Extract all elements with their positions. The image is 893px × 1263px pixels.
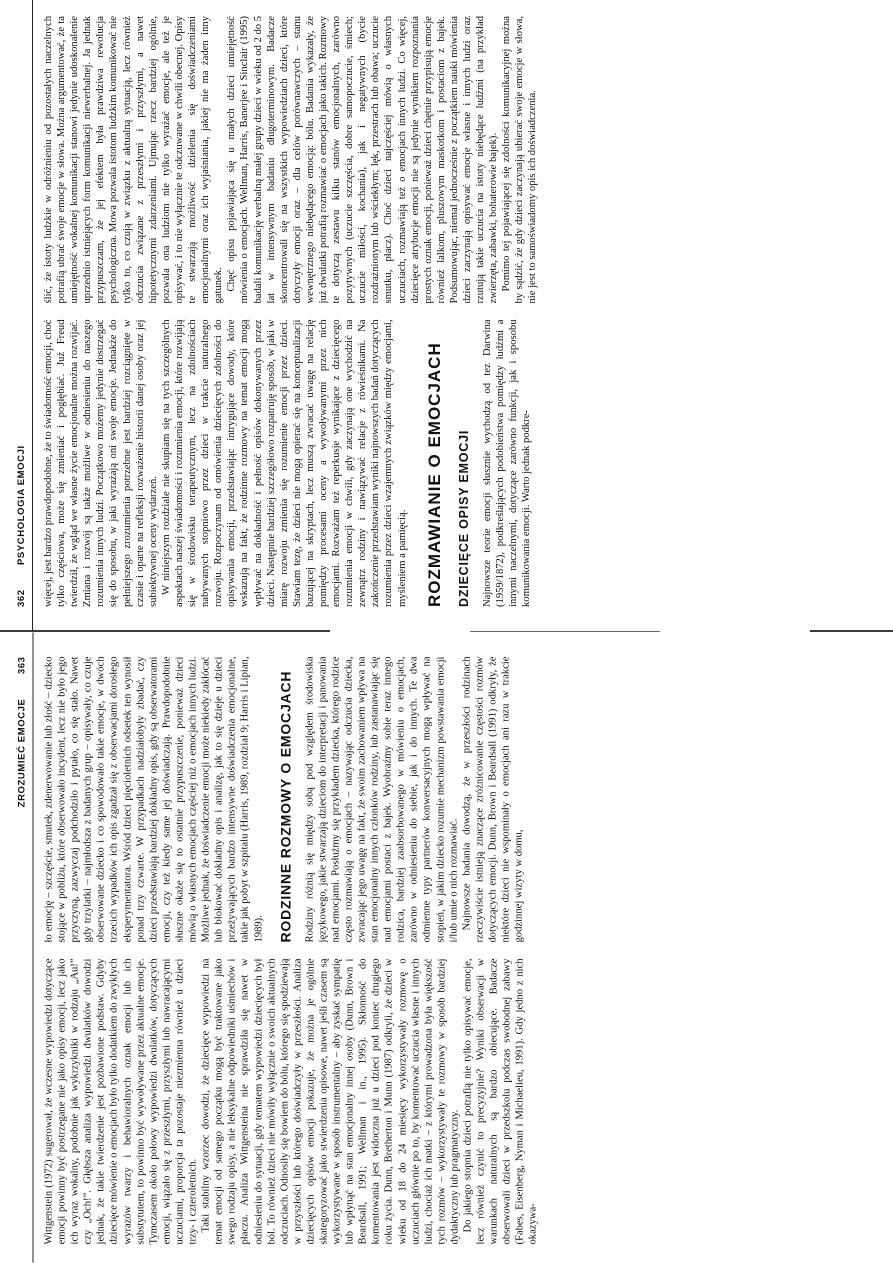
paragraph: Najnowsze teorie emocji słusznie wychodzą od tez Darwina (1959/1872), podkreślających podobieństwa pomiędzy ludźmi a innymi naczelnymi, dotyczące zarówno funkcji, jak i sposobu komunikowania emocji. Warto jednak podkre- xyxy=(481,319,532,607)
page-number: 363 xyxy=(16,656,27,674)
paragraph: Taki stabilny wzorzec dowodzi, że dziecięce wypowiedzi na temat emocji od samego początku mogą być traktowane jako swego rodzaju opisy, a nie leksykalne odpowiedniki uśmiechów i płaczu. Analiza Wittgensteina nie sprawdziła się nawet w odniesieniu do sytuacji, gdy tematem wypowiedzi dziecięcych był ból. To również dzieci nie mówiły wyłącznie o swoich aktualnych odczuciach. Odnosiły się bowiem do bólu, którego się spodziewają w przyszłości lub którego doświadczyły w przeszłości. Analiza dziecięcych opisów emocji pokazuje, że można je ogólnie skategoryzować jako stwierdzenia opisowe, nawet jeśli czasem są wykorzystywane w sposób instrumentalny – aby zyskać sympatię lub wpłynąć na stan emocjonalny innej osoby (Dunn, Brown i Beardsall, 1991; Wellman i in., 1995). Skłonność do komentowania jest widoczna już u dzieci pod koniec drugiego roku życia. Dunn, Bretherton i Munn (1987) odkryli, że dzieci w wieku od 18 do 24 miesięcy wykorzystywały rozmowę o uczuciach głównie po to, by komentować uczucia własne i innych ludzi, chociaż ich matki – z którymi prowadzona była większość tych rozmów – wykorzystywały te rozmowy w sposób bardziej dydaktyczny lub pragmatyczny. xyxy=(200,958,460,1244)
paragraph: ślić, że istoty ludzkie w odróżnieniu od pozostałych naczelnych potrafią ubrać swoje emocje w słowa. Można argumentować, że ta umiejętność wokalnej komunikacji stanowi jedynie udoskonalenie uprzednio istniejących form komunikacji niewerbalnej. Ja jednak przypuszczam, że jej efektem była prawdziwa rewolucja psychologiczna. Mowa pozwala istotom ludzkim komunikować nie tylko to, co czują w związku z aktualną sytuacją, lecz również odczucia związane z przeszłymi i przyszłymi, a nawet hipotetycznymi zdarzeniami. Ujmując rzecz bardziej ogólnie, pozwala ona ludziom nie tylko wyrażać emocje, ale też je opisywać, i to nie wyłącznie te odczuwane w chwili obecnej. Opisy te stwarzają możliwość dzielenia się doświadczeniami emocjonalnymi oraz ich wyjaśniania, jakiej nie ma żaden inny gatunek. xyxy=(43,16,225,304)
column-2 xyxy=(42,16,877,304)
paragraph: Wittgenstein (1972) sugerował, że wczesne wypowiedzi dotyczące emocji powinny być postrzegane nie jako opisy emocji, lecz jako ich wyraz wokalny, podobnie jak wykrzykniki w rodzaju „Au!” czy „Och!”. Głębsza analiza wypowiedzi dwulatków dowodzi jednak, że takie twierdzenie jest pozbawione podstaw. Gdyby dziecięce mówienie o emocjach było tylko dodatkiem do zwykłych wyrazów twarzy i behawioralnych oznak emocji lub ich substytutem, to powinno być wywoływane przez aktualne emocje. Tymczasem około połowy wypowiedzi dwulatków, dotyczących emocji, wiązało się z przeszłymi, przyszłymi lub nawracającymi uczuciami, proporcja ta pozostaje niezmienna również u dzieci trzy- i czteroletnich. xyxy=(43,958,199,1244)
running-title: PSYCHOLOGIA EMOCJI xyxy=(16,445,27,565)
paragraph: Rodziny różnią się między sobą pod względem środowiska językowego, jakie stwarzają dzieciom do interpretacji i panowania nad emocjami. Posłużmy się przykładem dziecka, którego rodzice często rozmawiają o emocjach – nazywając odczucia dziecka, zwracając jego uwagę na fakt, że swoim zachowaniem wpływa na stan emocjonalny innych członków rodziny, lub zastanawiając się nad emocjami postaci z bajek. Wyobraźmy sobie teraz innego rodzica, bardziej zaabsorbowanego w mówieniu o emocjach, zarówno w odniesieniu do siebie, jak i do innych. Te dwa odmienne typy partnerów konwersacyjnych mogą wpływać na stopień, w jakim dziecko rozumie mechanizm powstawania emocji i/lub umie o nich rozmawiać. xyxy=(303,656,459,942)
paragraph: więcej, jest bardzo prawdopodobne, że to świadomość emocji, choć tylko częściowa, może się zmieniać i pogłębiać. Już Freud twierdził, że wgląd we własne życie emocjonalne można rozwijać. Zmiana i rozwój są także możliwe w odniesieniu do naszego rozumienia innych ludzi. Początkowo możemy jedynie dostrzegać się do sposobu, w jaki wyrażają oni swoje emocje. Jednakże do pełniejszego zrozumienia potrzebne jest bardziej rozciągnięte w czasie i oparte na refleksji rozważenie historii danej osoby oraz jej subiektywnej oceny wydarzeń. xyxy=(43,319,159,607)
running-header xyxy=(14,632,33,1262)
text-columns xyxy=(42,656,877,1244)
paragraph: W niniejszym rozdziale nie skupiam się na tych szczególnych aspektach naszej świadomości i rozumienia emocji, które rozwijają się w środowisku terapeutycznym, lecz na zdolnościach nabywanych stopniowo przez dzieci w trakcie naturalnego rozwoju. Rozpoczynam od omówienia dziecięcych zdolności do opisywania emocji, przedstawiając intrygujące dowody, które wskazują na fakt, że rodzinne rozmowy na temat emocji mogą wpływać na dokładność i pełność opisów dokonywanych przez dzieci. Następnie bardziej szczegółowo rozpatruję sposób, w jaki w miarę rozwoju zmienia się rozumienie emocji przez dzieci. Stawiam tezę, że dzieci nie mogą opierać się na konceptualizacji bazującej na skryptach, lecz muszą zwracać uwagę na relację pomiędzy procesami oceny a wywoływanymi przez nich emocjami. Rozważam też reperkusje wynikające z dziecięcego rozumienia emocji w chwili, gdy zaczynają one wychodzić na zewnątrz rodziny i nawiązywać relacje z rówieśnikami. Na zakończenie przedstawiam wyniki najnowszych badań dotyczących rozumienia przez dzieci wzajemnych związków między emocjami, myśleniem a pamięcią. xyxy=(160,319,408,607)
paragraph: Pomimo tej pojawiającej się zdolności komunikacyjnej można by sądzić, że gdy dzieci zaczynają ubierać swoje emocje w słowa, nie jest to samoświadomy opis ich doświadczenia. xyxy=(501,16,539,304)
section-heading: RODZINNE ROZMOWY O EMOCJACH xyxy=(276,670,293,942)
running-title: ZROZUMIEĆ EMOCJE xyxy=(16,698,27,807)
paragraph: Do jakiego stopnia dzieci potrafią nie tylko opisywać emocje, lecz również czynić to precyzyjnie? Wyniki obserwacji w warunkach naturalnych są bardzo obiecujące. Badacze obserwowali dzieci w przedszkolu podczas swobodnej zabawy (Fabes, Eisenberg, Nyman i Michaelieu, 1991). Gdy jedno z nich okazywa- xyxy=(462,958,539,1244)
section-heading: ROZMAWIANIE O EMOCJACH xyxy=(424,342,444,607)
column-1 xyxy=(42,320,877,608)
subsection-heading: DZIECIĘCE OPISY EMOCJI xyxy=(456,429,471,607)
running-header xyxy=(14,0,33,631)
paragraph: Chęć opisu pojawiająca się u małych dzieci umiejętność mówienia o emocjach. Wellman, Harris, Banerjee i Sinclair (1995) badali komunikację werbalną małej grupy dzieci w wieku od 2 do 5 lat w intensywnym badaniu długoterminowym. Badacze skoncentrowali się na wszystkich wypowiedziach dzieci, które dotyczyły emocji oraz – dla celów porównawczych – stanu wewnętrznego niebędącego emocją: bólu. Badania wykazały, że już dwulatki potrafią rozmawiać o emocjach jako takich. Rozmowy te dotyczą zestawu kilku stanów emocjonalnych, zarówno pozytywnych (uczucie szczęścia, dobre samopoczucie, śmiech; uczucie miłości, kochania), jak i negatywnych (bycie rozdrażnionym lub wściekłym; lęk, przestrach lub obawa; uczucie smutku, płacz). Choć dzieci najczęściej mówią o własnych uczuciach, rozmawiają też o emocjach innych ludzi. Co więcej, dziecięce atrybucje emocji nie są jedynie wynikiem rozpoznania prostych oznak emocji, ponieważ dzieci chętnie przypisują emocje również lalkom, pluszowym maskotkom i postaciom z bajek. Podsumowując, niemal jednocześnie z początkiem nauki mówienia dzieci zaczynają opisywać emocje własne i innych ludzi oraz rzutują takie uczucia na istoty niebędące ludźmi (na przykład zwierzęta, zabawki, bohaterowie bajek). xyxy=(226,16,500,304)
right-page-content xyxy=(0,632,893,1262)
left-page-content xyxy=(0,0,893,631)
page-number: 362 xyxy=(16,589,27,607)
text-columns xyxy=(42,16,877,607)
right-page xyxy=(0,632,893,1263)
paragraph: Najnowsze badania dowodzą, że w przeszłości rodzinach rzeczywiście istnieją znaczące zróżnicowanie częstości rozmów dotyczących emocji. Dunn, Brown i Beardsall (1991) odkryły, że niektóre dzieci nie wspominały o emocjach ani razu w trakcie godzinnej wizyty w domu, xyxy=(460,656,525,942)
column-1 xyxy=(42,958,877,1244)
paragraph: ło emocję – szczęście, smutek, zdenerwowanie lub złość – dziecko stojące w pobliżu, które obserwowało incydent, lecz nie było jego przyczyną, zazwyczaj podchodziło i pytało, co się stało. Nawet gdy trzylatki – najmłodsza z badanych grup – opisywały, co czuje obserwowane dziecko i co spowodowało takie emocje, w dwóch trzecich wypadków ich opis zgadzał się z obserwacjami dorosłego eksperymentatora. Wśród dzieci pięcioletnich odsetek ten wynosił ponad trzy czwarte. W przypadkach nadziałobyły zbadać, czy dzieci przedstawiają bardziej dokładny opis, gdy są obserwatorami emocji, czy też kiedy same jej doświadczają. Prawdopodobnie słuszne okaże się to ostatnie przypuszczenie, ponieważ dzieci mówią o własnych emocjach częściej niż o emocjach innych ludzi. Możliwe jednak, że doświadczenie emocji może niekiedy zakłócać lub blokować dokładny opis i analizę, jak to się dzieje u dzieci przeżywających bardzo intensywne doświadczenia emocjonalne, takie jak pobyt w szpitalu (Harris, 1989, rozdział 9; Harris i Lipian, 1989). xyxy=(43,656,264,942)
column-2 xyxy=(42,656,877,942)
